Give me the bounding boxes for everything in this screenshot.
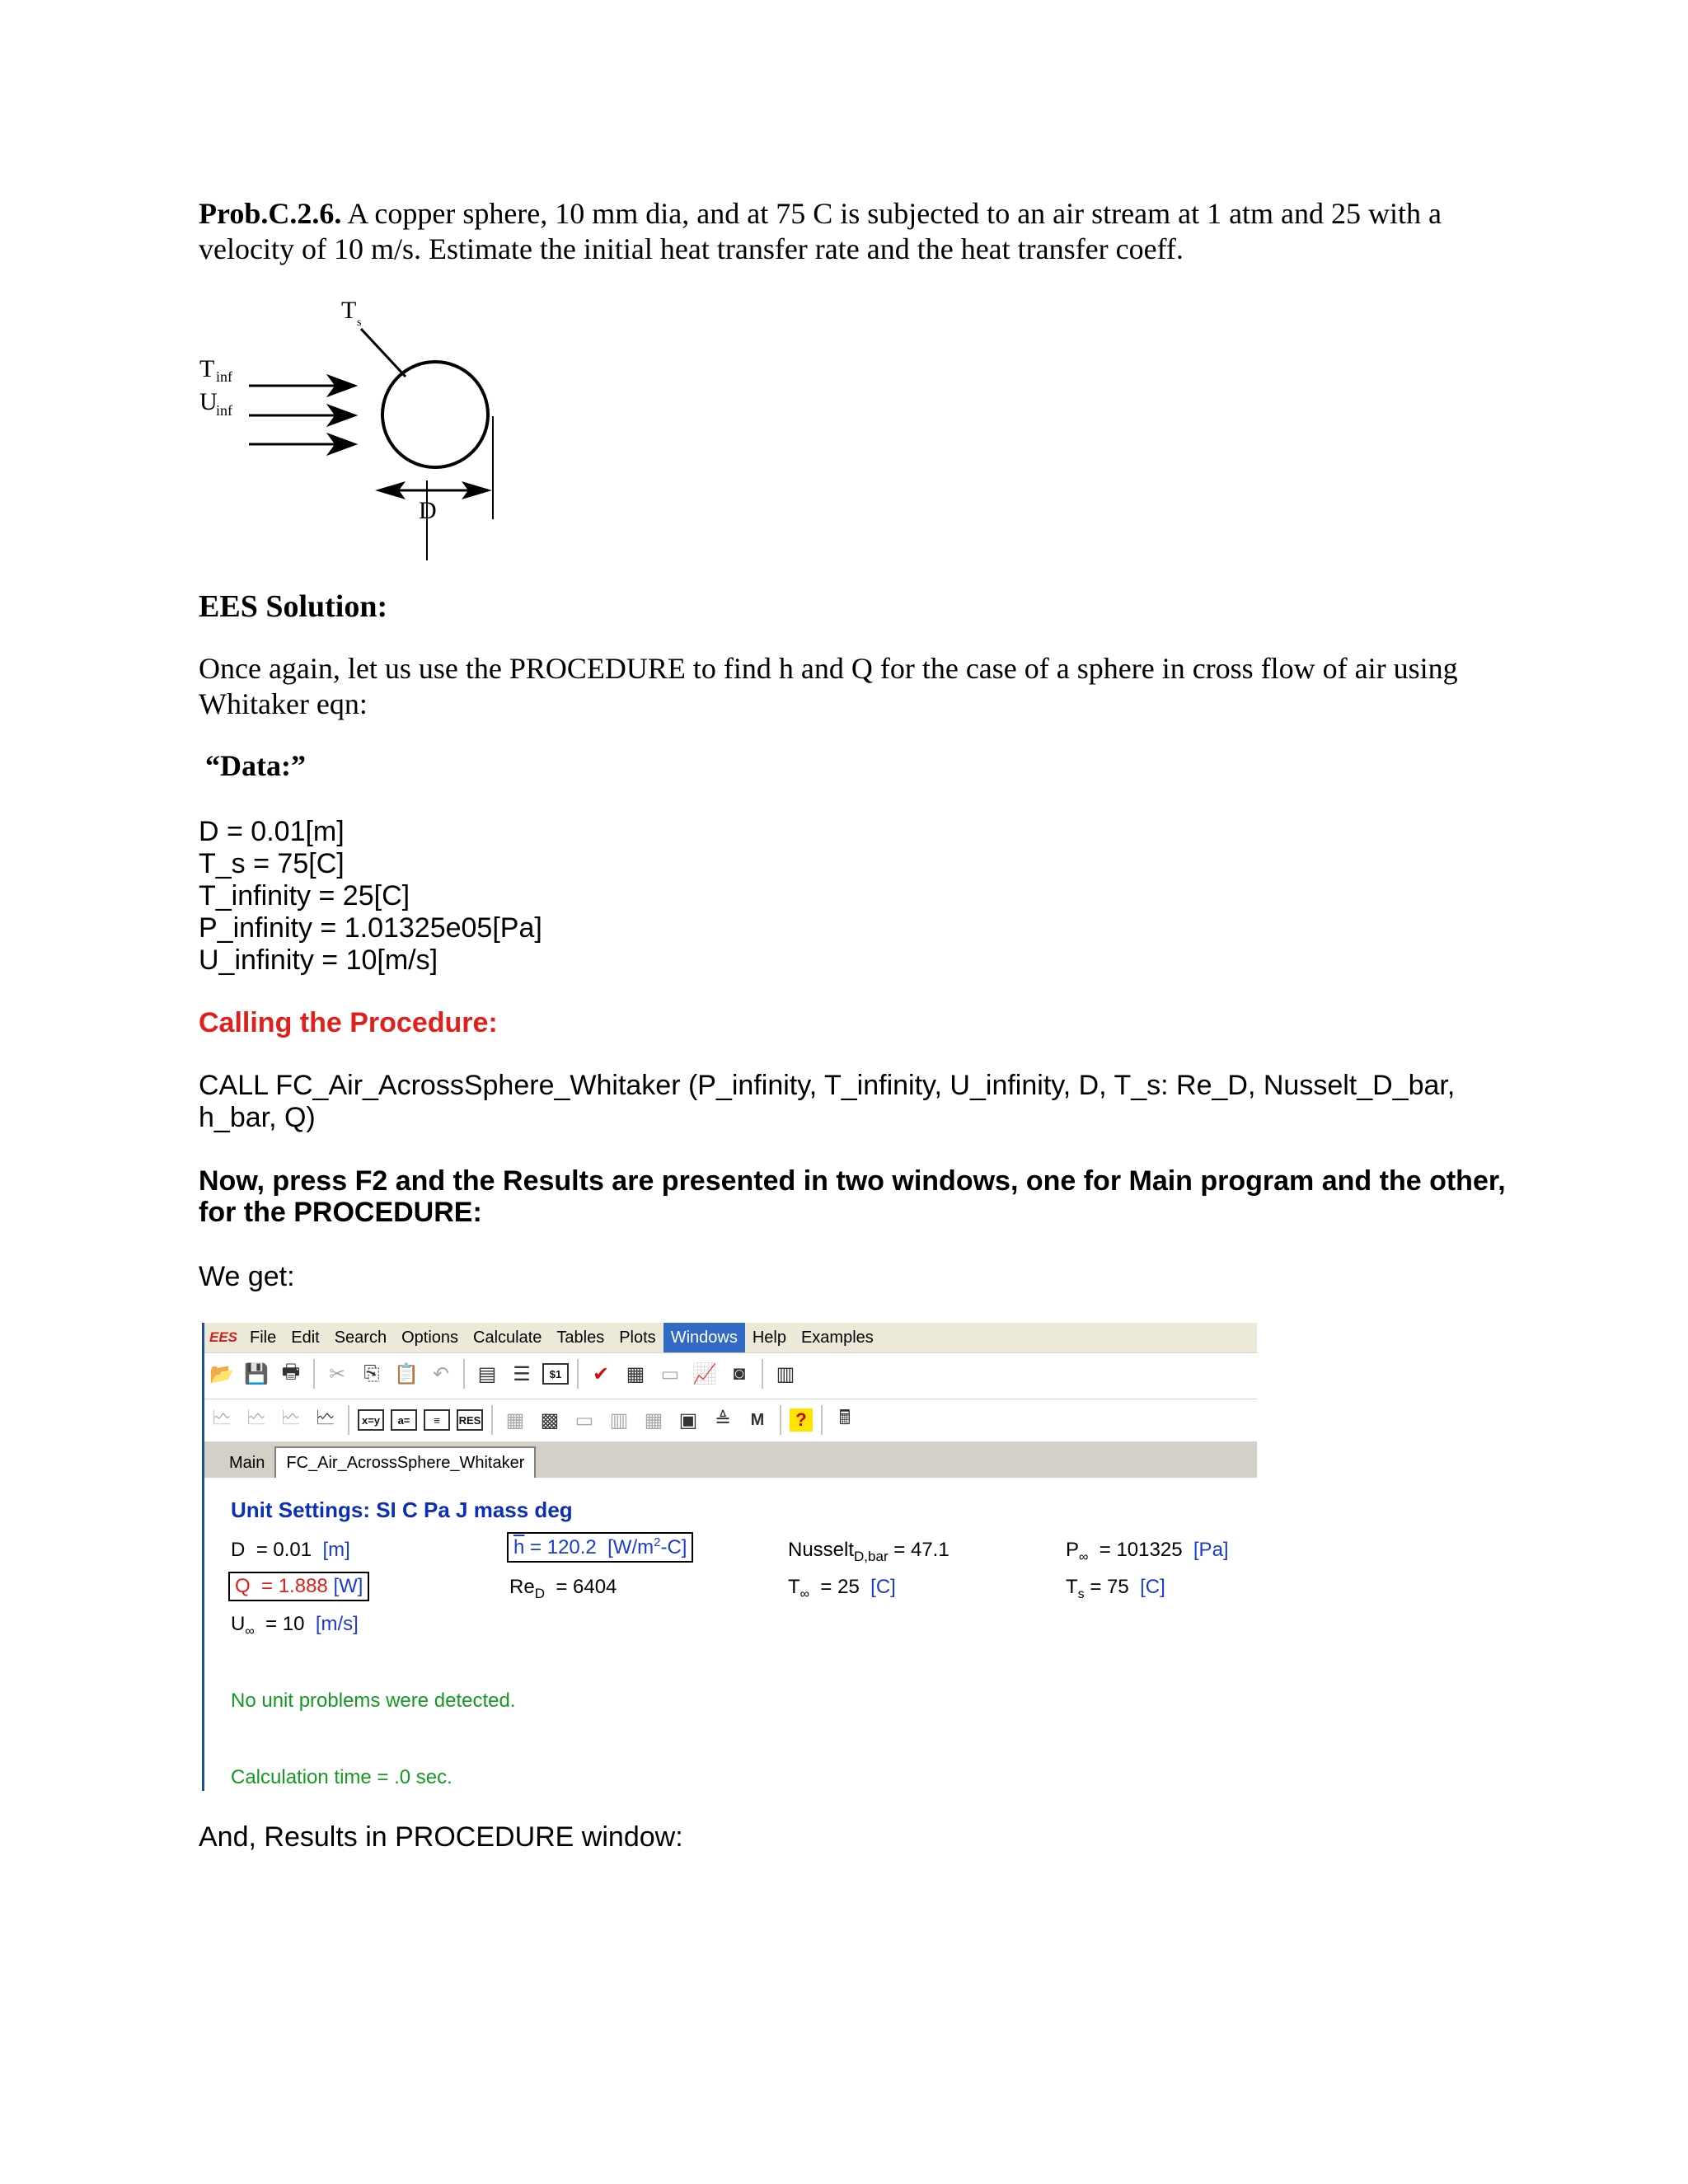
menu-calculate[interactable]: Calculate — [473, 1329, 542, 1347]
result-unit-end: -C] — [660, 1536, 687, 1558]
data-line: P_infinity = 1.01325e05[Pa] — [199, 912, 542, 944]
result-var: T — [1066, 1576, 1078, 1598]
ees-solution-heading: EES Solution: — [199, 589, 388, 624]
result-var: Q — [235, 1575, 251, 1597]
result-var: P — [1066, 1539, 1080, 1561]
print-icon[interactable]: 🖶 — [281, 1360, 301, 1383]
menu-file[interactable]: File — [250, 1329, 277, 1347]
ees-logo-icon[interactable]: EES — [209, 1329, 238, 1345]
ts-leader-line — [361, 329, 406, 377]
result-p-infinity — [1066, 1539, 1229, 1565]
unit-settings: Unit Settings: SI C Pa J mass deg — [231, 1497, 573, 1522]
lookup-table-icon[interactable]: ▩ — [540, 1408, 560, 1432]
result-value: = 1.888 — [261, 1575, 328, 1597]
unit-check-message: No unit problems were detected. — [231, 1690, 516, 1712]
integral-table-icon[interactable]: ▭ — [574, 1408, 594, 1432]
result-unit: [m] — [322, 1539, 350, 1561]
result-unit: [W] — [333, 1575, 363, 1597]
plot-window-1-icon[interactable]: 🗠 — [211, 1406, 232, 1429]
result-value: = 75 — [1090, 1576, 1129, 1598]
result-value: = 0.01 — [256, 1539, 312, 1561]
data-line: T_s = 75[C] — [199, 848, 345, 879]
menu-plots[interactable]: Plots — [619, 1329, 656, 1347]
printer-setup-icon[interactable]: ▭ — [660, 1362, 680, 1385]
open-folder-icon[interactable]: 📂 — [209, 1362, 234, 1385]
save-icon[interactable]: 💾 — [244, 1362, 269, 1385]
data-heading: “Data:” — [205, 749, 306, 782]
result-var: Re — [509, 1576, 535, 1598]
copy-icon[interactable]: ⎘ — [363, 1362, 380, 1385]
tab-bar — [204, 1441, 1257, 1478]
toolbar-separator — [577, 1359, 579, 1389]
result-unit: [Pa] — [1193, 1539, 1229, 1561]
menu-bar — [204, 1323, 1257, 1352]
calculation-time: Calculation time = .0 sec. — [231, 1766, 452, 1788]
formatted-text-icon[interactable]: ≜ — [714, 1408, 732, 1432]
d-label: D — [419, 497, 437, 524]
result-d — [231, 1539, 350, 1562]
plot-window-2-icon[interactable]: 🗠 — [246, 1406, 267, 1429]
result-var: $\overline{h}$ — [513, 1536, 525, 1558]
diagram-window-icon[interactable]: ▣ — [678, 1408, 698, 1432]
table-icon[interactable]: ▥ — [776, 1362, 795, 1385]
toolbar-main — [204, 1352, 1257, 1394]
intro-paragraph: Once again, let us use the PROCEDURE to find h and Q for the case of a sphere in cross flow of air using Whitaker eqn: — [199, 652, 1458, 720]
result-value: = 120.2 — [530, 1536, 597, 1558]
help-icon[interactable]: ? — [790, 1408, 813, 1432]
calculator-window-icon[interactable]: 🖩 — [838, 1406, 851, 1429]
toolbar-separator — [463, 1359, 465, 1389]
formatted-equations-icon[interactable]: ☰ — [513, 1362, 531, 1385]
toolbar-separator — [780, 1405, 781, 1435]
sphere-circle — [382, 362, 488, 467]
arrays-table-icon[interactable]: ▥ — [609, 1408, 629, 1432]
math-icon[interactable]: M — [750, 1410, 765, 1429]
solve-icon[interactable]: ◙ — [733, 1362, 746, 1385]
tinf-label: T — [199, 355, 215, 382]
sphere-diagram — [190, 293, 536, 565]
data-line: U_infinity = 10[m/s] — [199, 944, 438, 976]
data-block — [199, 816, 542, 977]
menu-examples[interactable]: Examples — [800, 1329, 874, 1347]
calculator-icon[interactable]: ▦ — [626, 1362, 645, 1385]
result-unit: [W/m — [607, 1536, 654, 1558]
toolbar-windows — [204, 1399, 1257, 1441]
result-sub: s — [1077, 1586, 1085, 1601]
plot-window-3-icon[interactable]: 🗠 — [280, 1406, 302, 1429]
residuals-window-icon[interactable]: ≡ — [424, 1409, 450, 1431]
menu-help[interactable]: Help — [752, 1329, 786, 1347]
result-var: Nusselt — [788, 1539, 855, 1561]
result-unit-sup: 2 — [654, 1535, 661, 1549]
we-get-text: We get: — [199, 1261, 295, 1292]
f2-note: Now, press F2 and the Results are presented in two windows, one for Main program and the other, for the PROCEDURE: — [199, 1165, 1506, 1228]
undo-icon[interactable]: ↶ — [432, 1362, 450, 1385]
problem-text: A copper sphere, 10 mm dia, and at 75 C is subjected to an air stream at 1 atm and 25 with a velocity of 10 m/s. Estimate the initial heat transfer rate and the heat transfer coeff. — [199, 197, 1442, 265]
result-sub: D — [534, 1585, 545, 1601]
ees-window — [202, 1323, 1257, 1791]
results-window-icon[interactable]: RES — [457, 1409, 483, 1431]
result-nusselt — [788, 1539, 950, 1565]
data-line: D = 0.01[m] — [199, 816, 345, 847]
tinf-sub: inf — [216, 368, 232, 385]
si-units-icon[interactable]: $1 — [542, 1363, 569, 1385]
menu-windows[interactable]: Windows — [663, 1323, 745, 1352]
result-value: = 10 — [265, 1613, 305, 1635]
paste-icon[interactable]: 📋 — [394, 1362, 419, 1385]
result-sub: ∞ — [799, 1586, 810, 1601]
result-value: = 6404 — [556, 1576, 617, 1598]
plot-icon[interactable]: 📈 — [692, 1362, 717, 1385]
result-var: U — [231, 1613, 246, 1635]
parametric-table-icon[interactable]: ▦ — [505, 1408, 525, 1432]
ts-sub: s — [357, 316, 362, 329]
tab-procedure[interactable]: FC_Air_AcrossSphere_Whitaker — [274, 1446, 536, 1478]
result-sub: ∞ — [245, 1624, 255, 1638]
result-unit: [C] — [870, 1576, 896, 1598]
result-sub: ∞ — [1079, 1549, 1089, 1564]
result-value: = 101325 — [1099, 1539, 1183, 1561]
result-unit: [m/s] — [315, 1613, 359, 1635]
call-statement: CALL FC_Air_AcrossSphere_Whitaker (P_infinity, T_infinity, U_infinity, D, T_s: Re_D, Nusselt_D_bar, h_bar, Q) — [199, 1070, 1456, 1133]
check-icon[interactable]: ✔ — [592, 1362, 610, 1385]
cut-icon[interactable]: ✂ — [328, 1362, 346, 1385]
ts-label: T — [341, 297, 357, 324]
toolbar-separator — [313, 1359, 315, 1389]
toolbar-separator — [762, 1359, 763, 1389]
flow-arrows — [249, 377, 354, 453]
menu-options[interactable]: Options — [401, 1329, 459, 1347]
menu-search[interactable]: Search — [334, 1329, 387, 1347]
result-q — [228, 1572, 369, 1601]
uinf-sub: inf — [216, 402, 232, 419]
result-var: D — [231, 1539, 246, 1561]
result-re-d — [509, 1576, 617, 1602]
problem-label: Prob.C.2.6. — [199, 197, 342, 230]
equations-window-icon[interactable]: ▤ — [477, 1362, 497, 1385]
toolbar-separator — [348, 1405, 349, 1435]
plot-window-4-icon[interactable]: 🗠 — [315, 1406, 336, 1429]
uinf-label: U — [199, 388, 218, 415]
calling-heading: Calling the Procedure: — [199, 1007, 498, 1038]
result-h-bar — [507, 1532, 693, 1563]
xy-window-icon[interactable]: x=y — [358, 1409, 384, 1431]
arrays-window-icon[interactable]: a= — [391, 1409, 417, 1431]
toolbar-separator — [491, 1405, 493, 1435]
result-unit: [C] — [1140, 1576, 1165, 1598]
problem-statement — [199, 196, 1517, 267]
result-value: = 47.1 — [893, 1539, 950, 1561]
result-var: T — [788, 1576, 800, 1598]
menu-edit[interactable]: Edit — [291, 1329, 320, 1347]
result-sub: D,bar — [854, 1548, 889, 1564]
grid-table-icon[interactable]: ▦ — [644, 1408, 663, 1432]
result-t-infinity — [788, 1576, 896, 1602]
result-value: = 25 — [820, 1576, 860, 1598]
data-line: T_infinity = 25[C] — [199, 880, 410, 912]
result-u-infinity — [231, 1613, 359, 1639]
result-t-s — [1066, 1576, 1165, 1602]
menu-tables[interactable]: Tables — [556, 1329, 605, 1347]
toolbar-separator — [821, 1405, 823, 1435]
procedure-window-text: And, Results in PROCEDURE window: — [199, 1821, 683, 1853]
tab-main[interactable]: Main — [219, 1448, 274, 1478]
